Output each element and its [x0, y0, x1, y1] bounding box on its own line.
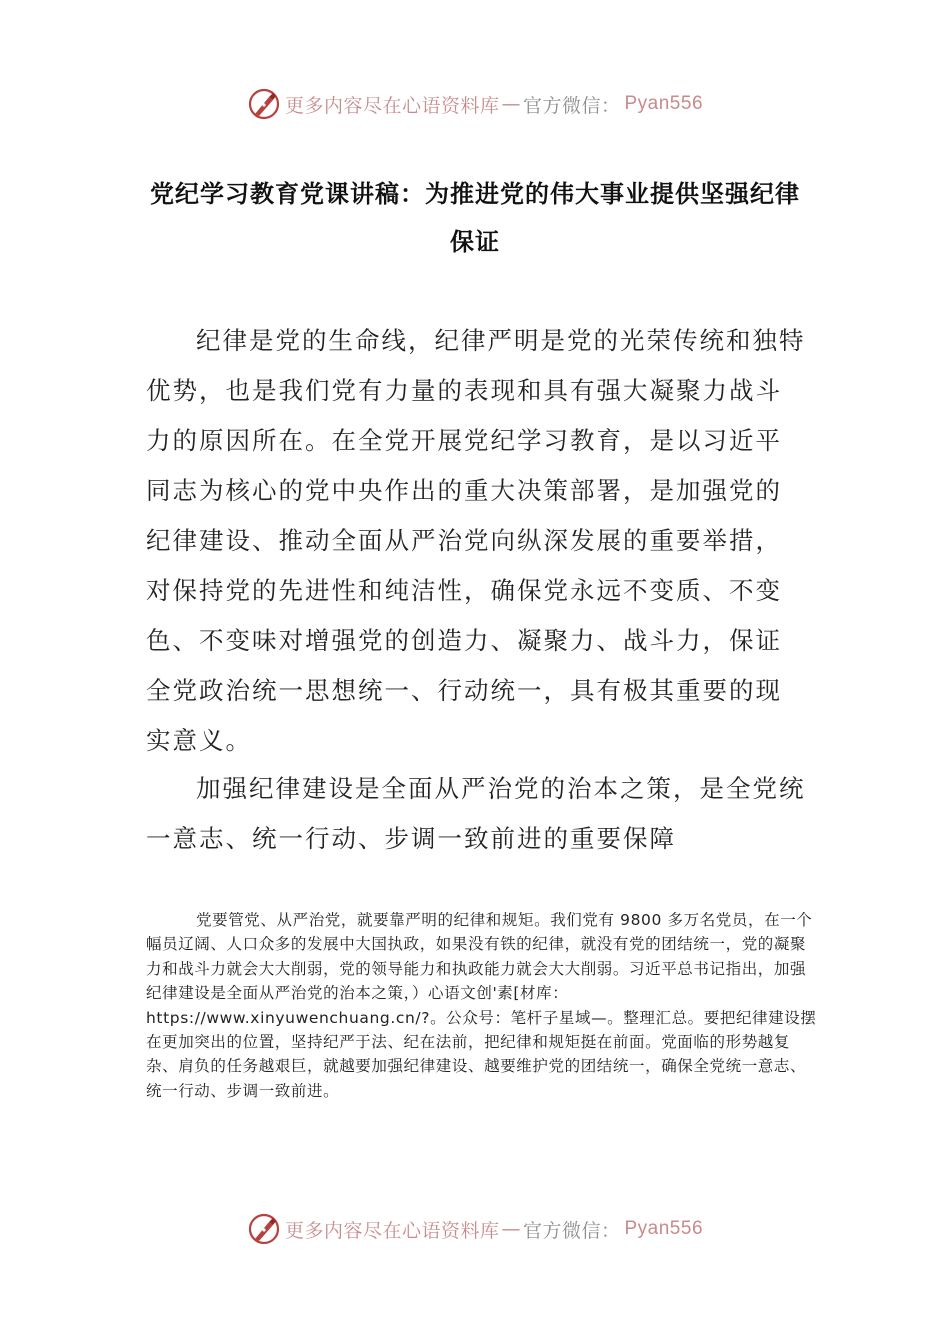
footer-watermark: [0, 1207, 950, 1251]
watermark-channel-label: 官方微信：: [522, 94, 621, 117]
intro-paragraph: 纪律是党的生命线，纪律严明是党的光荣传统和独特优势，也是我们党有力量的表现和具有强大凝聚力战斗力的原因所在。在全党开展党纪学习教育，是以习近平同志为核心的党中央作出的重大决策部署，是加强党的纪律建设、推动全面从严治党向纵深发展的重要举措，对保持党的先进性和纯洁性，确保党永远不变质、不变色、不变味对增强党的创造力、凝聚力、战斗力，保证全党政治统一思想统一、行动统一，具有极其重要的现实意义。: [146, 326, 806, 755]
watermark-account: Pyan556: [624, 1218, 704, 1239]
watermark-separator: —: [501, 1218, 521, 1240]
watermark-brand: 更多内容尽在心语资料库: [284, 1219, 500, 1242]
pen-nib-logo-icon: [247, 87, 281, 121]
watermark-brand: 更多内容尽在心语资料库: [284, 94, 500, 117]
document-title: 党纪学习教育党课讲稿：为推进党的伟大事业提供坚强纪律保证: [150, 180, 800, 256]
watermark-account: Pyan556: [624, 93, 704, 114]
section-heading-paragraph: 加强纪律建设是全面从严治党的治本之策，是全党统一意志、统一行动、步调一致前进的重要保障: [146, 774, 806, 853]
header-watermark: [0, 82, 950, 126]
pen-nib-logo-icon: [247, 1212, 281, 1246]
body-paragraph: 党要管党、从严治党，就要靠严明的纪律和规矩。我们党有 9800 多万名党员，在一个幅员辽阔、人口众多的发展中大国执政，如果没有铁的纪律，就没有党的团结统一，党的凝聚力和战斗力就会大大削弱，党的领导能力和执政能力就会大大削弱。习近平总书记指出，加强纪律建设是全面从严治党的治本之策，）心语文创'素[材库：https://www.xinyuwenchuang.cn/?。公众号：笔杆子星域—。整理汇总。要把纪律建设摆在更加突出的位置，坚持纪严于法、纪在法前，把纪律和规矩挺在前面。党面临的形势越复杂、肩负的任务越艰巨，就越要加强纪律建设、越要维护党的团结统一，确保全党统一意志、统一行动、步调一致前进。: [146, 911, 817, 1100]
watermark-separator: —: [501, 93, 521, 115]
watermark-channel-label: 官方微信：: [522, 1219, 621, 1242]
